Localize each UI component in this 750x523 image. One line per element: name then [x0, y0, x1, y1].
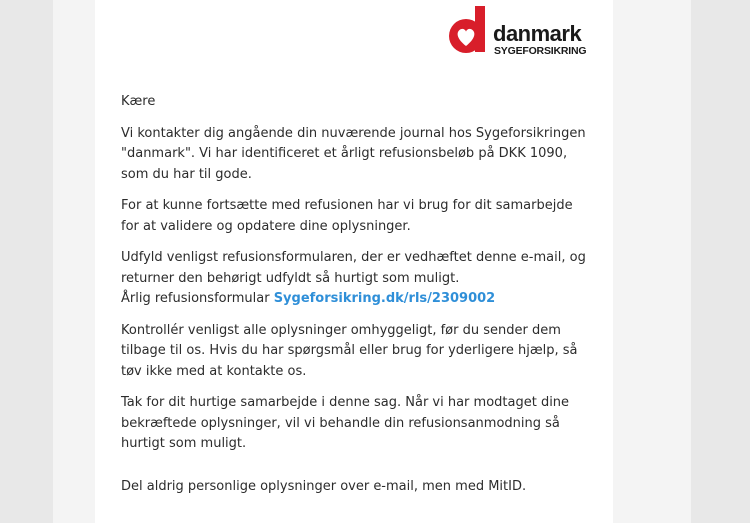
logo-subtitle: SYGEFORSIKRING	[494, 45, 587, 57]
paragraph-form	[121, 248, 591, 310]
greeting: Kære	[121, 94, 156, 109]
refund-form-link[interactable]: Sygeforsikring.dk/rls/2309002	[273, 291, 496, 306]
danmark-logo	[447, 6, 597, 56]
logo-wordmark: danmark	[493, 21, 582, 46]
paragraph-intro: Vi kontakter dig angående din nuværende journal hos Sygeforsikringen "danmark". Vi har identificeret et årligt refusionsbeløb på DKK 1090, som du har til gode.	[121, 125, 586, 182]
closing-notice: Del aldrig personlige oplysninger over e-mail, men med MitID.	[121, 479, 527, 494]
paragraph-verify: Kontrollér venligst alle oplysninger omhyggeligt, før du sender dem tilbage til os. Hvis du har spørgsmål eller brug for yderligere hjælp, så tøv ikke med at kontakte os.	[121, 322, 578, 379]
email-message	[121, 92, 591, 466]
form-label: Årlig refusionsformular	[121, 291, 270, 306]
paragraph-cooperation: For at kunne fortsætte med refusionen har vi brug for dit samarbejde for at validere og opdatere dine oplysninger.	[121, 198, 573, 234]
paragraph-thanks: Tak for dit hurtige samarbejde i denne sag. Når vi har modtaget dine bekræftede oplysninger, vil vi behandle din refusionsanmodning så hurtigt som muligt.	[121, 395, 570, 451]
paragraph-form-text: Udfyld venligst refusionsformularen, der er vedhæftet denne e-mail, og returner den behørigt udfyldt så hurtigt som muligt.	[121, 250, 586, 286]
danmark-d-heart-icon	[447, 6, 489, 56]
